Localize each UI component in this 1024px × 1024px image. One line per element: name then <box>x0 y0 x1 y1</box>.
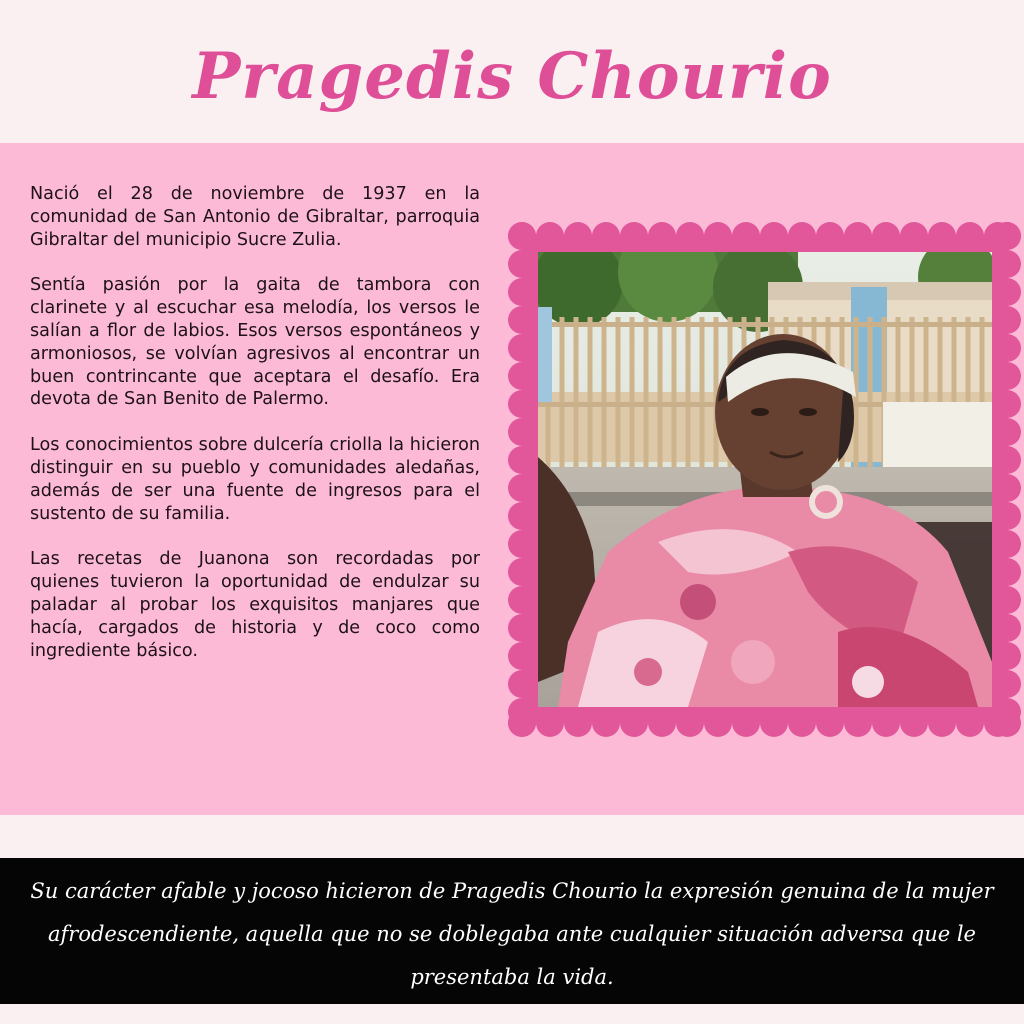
closing-quote: Su carácter afable y jocoso hicieron de Pragedis Chourio la expresión genuina de la mujer afrodescendiente, aquella que no se doblegaba ante cualquier situación adversa que le presentaba la vida. <box>30 879 994 989</box>
page-title: Pragedis Chourio <box>192 39 832 114</box>
bio-paragraph: Nació el 28 de noviembre de 1937 en la comunidad de San Antonio de Gibraltar, parroquia Gibraltar del municipio Sucre Zulia. <box>30 184 480 250</box>
portrait-photo <box>538 252 992 707</box>
quote-banner <box>0 858 1024 1004</box>
bio-paragraph: Las recetas de Juanona son recordadas por quienes tuvieron la oportunidad de endulzar su paladar al probar los exquisitos manjares que hacía, cargados de historia y de coco como ingrediente básico. <box>30 549 480 661</box>
bio-paragraph: Los conocimientos sobre dulcería criolla la hicieron distinguir en su pueblo y comunidades aledañas, además de ser una fuente de ingresos para el sustento de su familia. <box>30 435 480 524</box>
bio-paragraph: Sentía pasión por la gaita de tambora con clarinete y al escuchar esa melodía, los versos le salían a flor de labios. Esos versos espontáneos y armoniosos, se volvían agresivos al encontrar un buen contrincante que aceptara el desafío. Era devota de San Benito de Palermo. <box>30 275 480 410</box>
biography-text <box>30 183 480 685</box>
